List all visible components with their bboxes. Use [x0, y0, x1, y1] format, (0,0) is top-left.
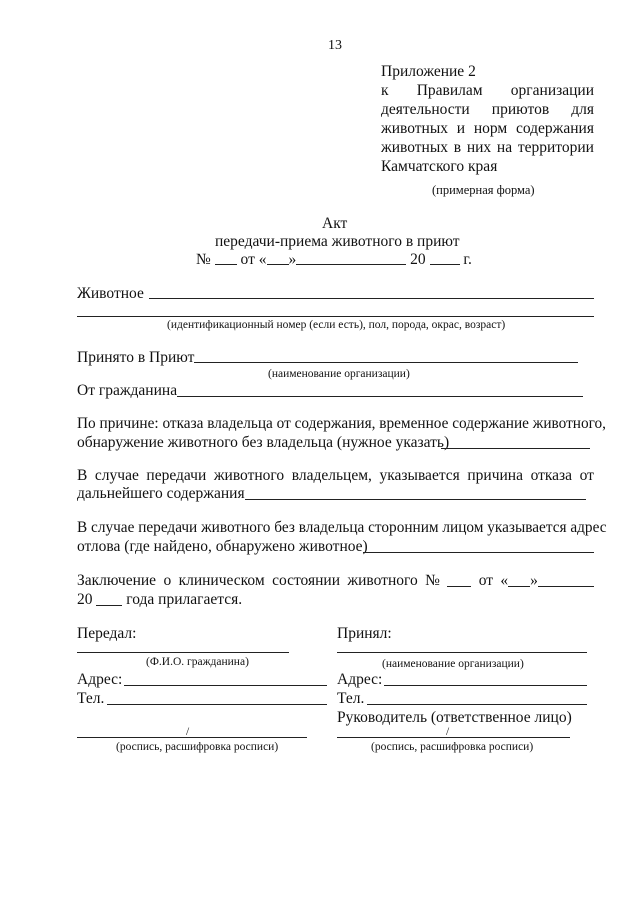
animal-field-1[interactable] [149, 298, 594, 299]
transferred-address-field[interactable] [124, 685, 327, 686]
received-org-caption: (наименование организации) [382, 658, 524, 670]
received-address-label: Адрес: [337, 671, 383, 688]
third-party-field[interactable] [363, 552, 594, 553]
form-type: (примерная форма) [432, 183, 535, 197]
act-subtitle: передачи-приема животного в приют [215, 233, 460, 250]
conclusion-line-2: 20 года прилагается. [77, 591, 243, 608]
received-head-label: Руководитель (ответственное лицо) [337, 709, 572, 726]
appendix-line-4: животных и норм содержания [381, 120, 594, 137]
conclusion-year-field[interactable] [96, 590, 122, 606]
transferred-address-label: Адрес: [77, 671, 123, 688]
owner-refusal-field[interactable] [245, 499, 586, 500]
animal-caption: (идентификационный номер (если есть), пол, порода, окрас, возраст) [167, 319, 506, 331]
transferred-heading: Передал: [77, 625, 137, 642]
act-title: Акт [322, 215, 348, 232]
citizen-field[interactable] [177, 396, 583, 397]
received-address-field[interactable] [384, 685, 587, 686]
animal-field-2[interactable] [77, 316, 594, 317]
appendix-line-3: деятельности приютов для [381, 101, 594, 118]
transferred-slash: / [186, 726, 190, 738]
appendix-line-1: Приложение 2 [381, 63, 476, 80]
reason-field[interactable] [441, 448, 590, 449]
transferred-signature-field[interactable] [77, 737, 307, 738]
animal-label: Животное [77, 285, 144, 302]
third-party-line-1: В случае передачи животного без владельца сторонним лицом указывается адрес [77, 519, 607, 536]
transferred-phone-label: Тел. [77, 690, 105, 707]
received-phone-field[interactable] [367, 704, 587, 705]
conclusion-day-field[interactable] [508, 571, 530, 587]
transferred-name-caption: (Ф.И.О. гражданина) [146, 656, 249, 668]
received-signature-caption: (роспись, расшифровка росписи) [371, 741, 534, 753]
third-party-line-2: отлова (где найдено, обнаружено животное) [77, 538, 368, 555]
owner-refusal-line-1: В случае передачи животного владельцем, указывается причина отказа от [77, 467, 594, 484]
transferred-phone-field[interactable] [107, 704, 327, 705]
page-number: 13 [328, 38, 342, 53]
transferred-name-field[interactable] [77, 652, 289, 653]
appendix-line-5: животных в них на территории [381, 139, 594, 156]
owner-refusal-line-2: дальнейшего содержания [77, 485, 245, 502]
accepted-label: Принято в Приют [77, 349, 195, 366]
citizen-label: От гражданина [77, 382, 178, 399]
conclusion-number-field[interactable] [447, 571, 471, 587]
accepted-caption: (наименование организации) [268, 368, 410, 380]
received-heading: Принял: [337, 625, 392, 642]
received-org-field[interactable] [337, 652, 587, 653]
accepted-field[interactable] [194, 362, 578, 363]
reason-line-1: По причине: отказа владельца от содержания, временное содержание животного, [77, 415, 606, 432]
transferred-signature-caption: (роспись, расшифровка росписи) [116, 741, 279, 753]
appendix-line-2: к Правилам организации [381, 82, 594, 99]
received-slash: / [446, 726, 450, 738]
reason-line-2: обнаружение животного без владельца (нужное указать) [77, 434, 450, 451]
conclusion-month-field[interactable] [538, 571, 594, 587]
conclusion-line-1: Заключение о клиническом состоянии животного № от « » [77, 571, 594, 591]
act-number-line: № от « » 20 г. [196, 251, 472, 268]
received-phone-label: Тел. [337, 690, 365, 707]
appendix-line-6: Камчатского края [381, 158, 498, 175]
received-signature-field[interactable] [337, 737, 570, 738]
